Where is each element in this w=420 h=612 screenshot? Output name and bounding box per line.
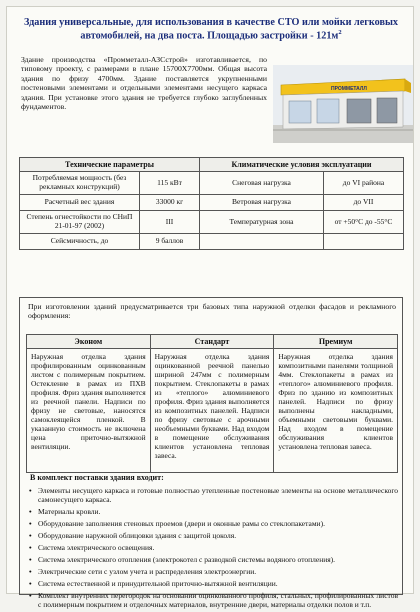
table-row	[20, 211, 404, 234]
table-row	[20, 233, 404, 249]
spec-value: 9 баллов	[140, 233, 200, 249]
document-page	[6, 6, 414, 609]
spec-value: 33000 кг	[140, 195, 200, 211]
intro-paragraph: Здание производства «Промметалл-АЗСстрой» изготавливается, по типовому проекту, с размерами в плане 15700Х7700мм. Общая высота здания по фризу 4700мм. Здание поставляется укрупненными постеновыми элементами и отдельными элементами несущего каркаса здания. При установке этого здания не требуется глубоко заглубленных фундаментов.	[21, 55, 267, 111]
document-title	[19, 17, 403, 43]
climate-value: до VII	[324, 195, 404, 211]
variant-economy-text: Наружная отделка здания профилированным оцинкованным листом с полимерным покрытием. Остекление в рамах из ПХВ профиля. Фриз здания выполняется из реечной панели. Надписи по фризу не световые, наносятся самоклеящейся пленкой. В указанную стоимость не включена цена приточно-вытяжной вентиляции.	[27, 349, 151, 473]
variant-header-premium: Премиум	[274, 335, 398, 349]
list-item: • Материалы кровли.	[28, 507, 398, 516]
canopy-sign: ПРОММЕТАЛЛ	[331, 86, 367, 92]
list-item: • Система естественной и принудительной приточно-вытяжной вентиляции.	[28, 579, 398, 588]
title-superscript: 2	[338, 29, 342, 37]
spec-value: III	[140, 211, 200, 234]
spec-param: Сейсмичность, до	[20, 233, 140, 249]
spec-value: 115 кВт	[140, 172, 200, 195]
list-item: • Система электрического отопления (электрокотел с разводкой системы водяного отопления).	[28, 555, 398, 564]
variant-header-standard: Стандарт	[150, 335, 274, 349]
finishing-lead: При изготовлении зданий предусматривается три базовых типа наружной отделки фасадов и рекламного оформления:	[28, 302, 396, 321]
variant-standard-text: Наружная отделка здания оцинкованной реечной панелью шириной 247мм с полимерным покрытием. Стеклопакеты в рамах из «теплого» алюминиевого профиля. Фриз здания выполняется из композитных панелей. Надписи по фризу световые с арочными необъемными буквами. Над входом в помещение обслуживания клиентов установлена тепловая завеса.	[150, 349, 274, 473]
variants-table	[26, 334, 398, 473]
variant-header-economy: Эконом	[27, 335, 151, 349]
table-row	[20, 195, 404, 211]
list-item: • Оборудование заполнения стеновых проемов (двери и оконные рамы со стеклопакетами).	[28, 519, 398, 528]
climate-param: Снеговая нагрузка	[200, 172, 324, 195]
specs-header-climate: Климатические условия эксплуатации	[200, 158, 404, 172]
variant-premium-text: Наружная отделка здания композитными панелями толщиной 4мм. Стеклопакеты в рамах из «теплого» алюминиевого профиля. Фриз по зданию из композитных панелей. Надписи по фризу выполнены накладными, объемными световыми буквами. Над входом в помещение обслуживания клиентов установлена тепловая завеса.	[274, 349, 398, 473]
list-item: • Элементы несущего каркаса и готовые полностью утепленные постеновые элементы на основе металлического самонесущего каркаса.	[28, 486, 398, 504]
climate-param	[200, 233, 324, 249]
climate-value	[324, 233, 404, 249]
climate-value: до VI района	[324, 172, 404, 195]
kit-title: В комплект поставки здания входит:	[30, 473, 164, 482]
building-photo	[273, 65, 413, 143]
spec-param: Расчетный вес здания	[20, 195, 140, 211]
list-item: • Система электрического освещения.	[28, 543, 398, 552]
climate-param: Температурная зона	[200, 211, 324, 234]
spec-param: Степень огнестойкости по СНиП 21-01-97 (2002)	[20, 211, 140, 234]
climate-param: Ветровая нагрузка	[200, 195, 324, 211]
list-item: • Оборудование наружной облицовки здания с защитой цоколя.	[28, 531, 398, 540]
climate-value: от +50°С до -55°С	[324, 211, 404, 234]
specs-header-tech: Технические параметры	[20, 158, 200, 172]
title-text: Здания универсальные, для использования в качестве СТО или мойки легковых автомобилей, на два поста. Площадью застройки - 121м	[23, 17, 399, 42]
spec-param: Потребляемая мощность (без рекламных конструкций)	[20, 172, 140, 195]
finishing-section	[19, 297, 403, 609]
table-row	[20, 172, 404, 195]
specs-table	[19, 157, 404, 250]
list-item: • Электрические сети с узлом учета и распределения электроэнергии.	[28, 567, 398, 576]
kit-list	[28, 486, 398, 612]
list-item: • Комплект внутренних перегородок на основании оцинкованного профиля, стальных, профилированных листов с полимерным покрытием и отделочных материалов, внутренние двери, материалы отделки полов и т.п.	[28, 591, 398, 609]
